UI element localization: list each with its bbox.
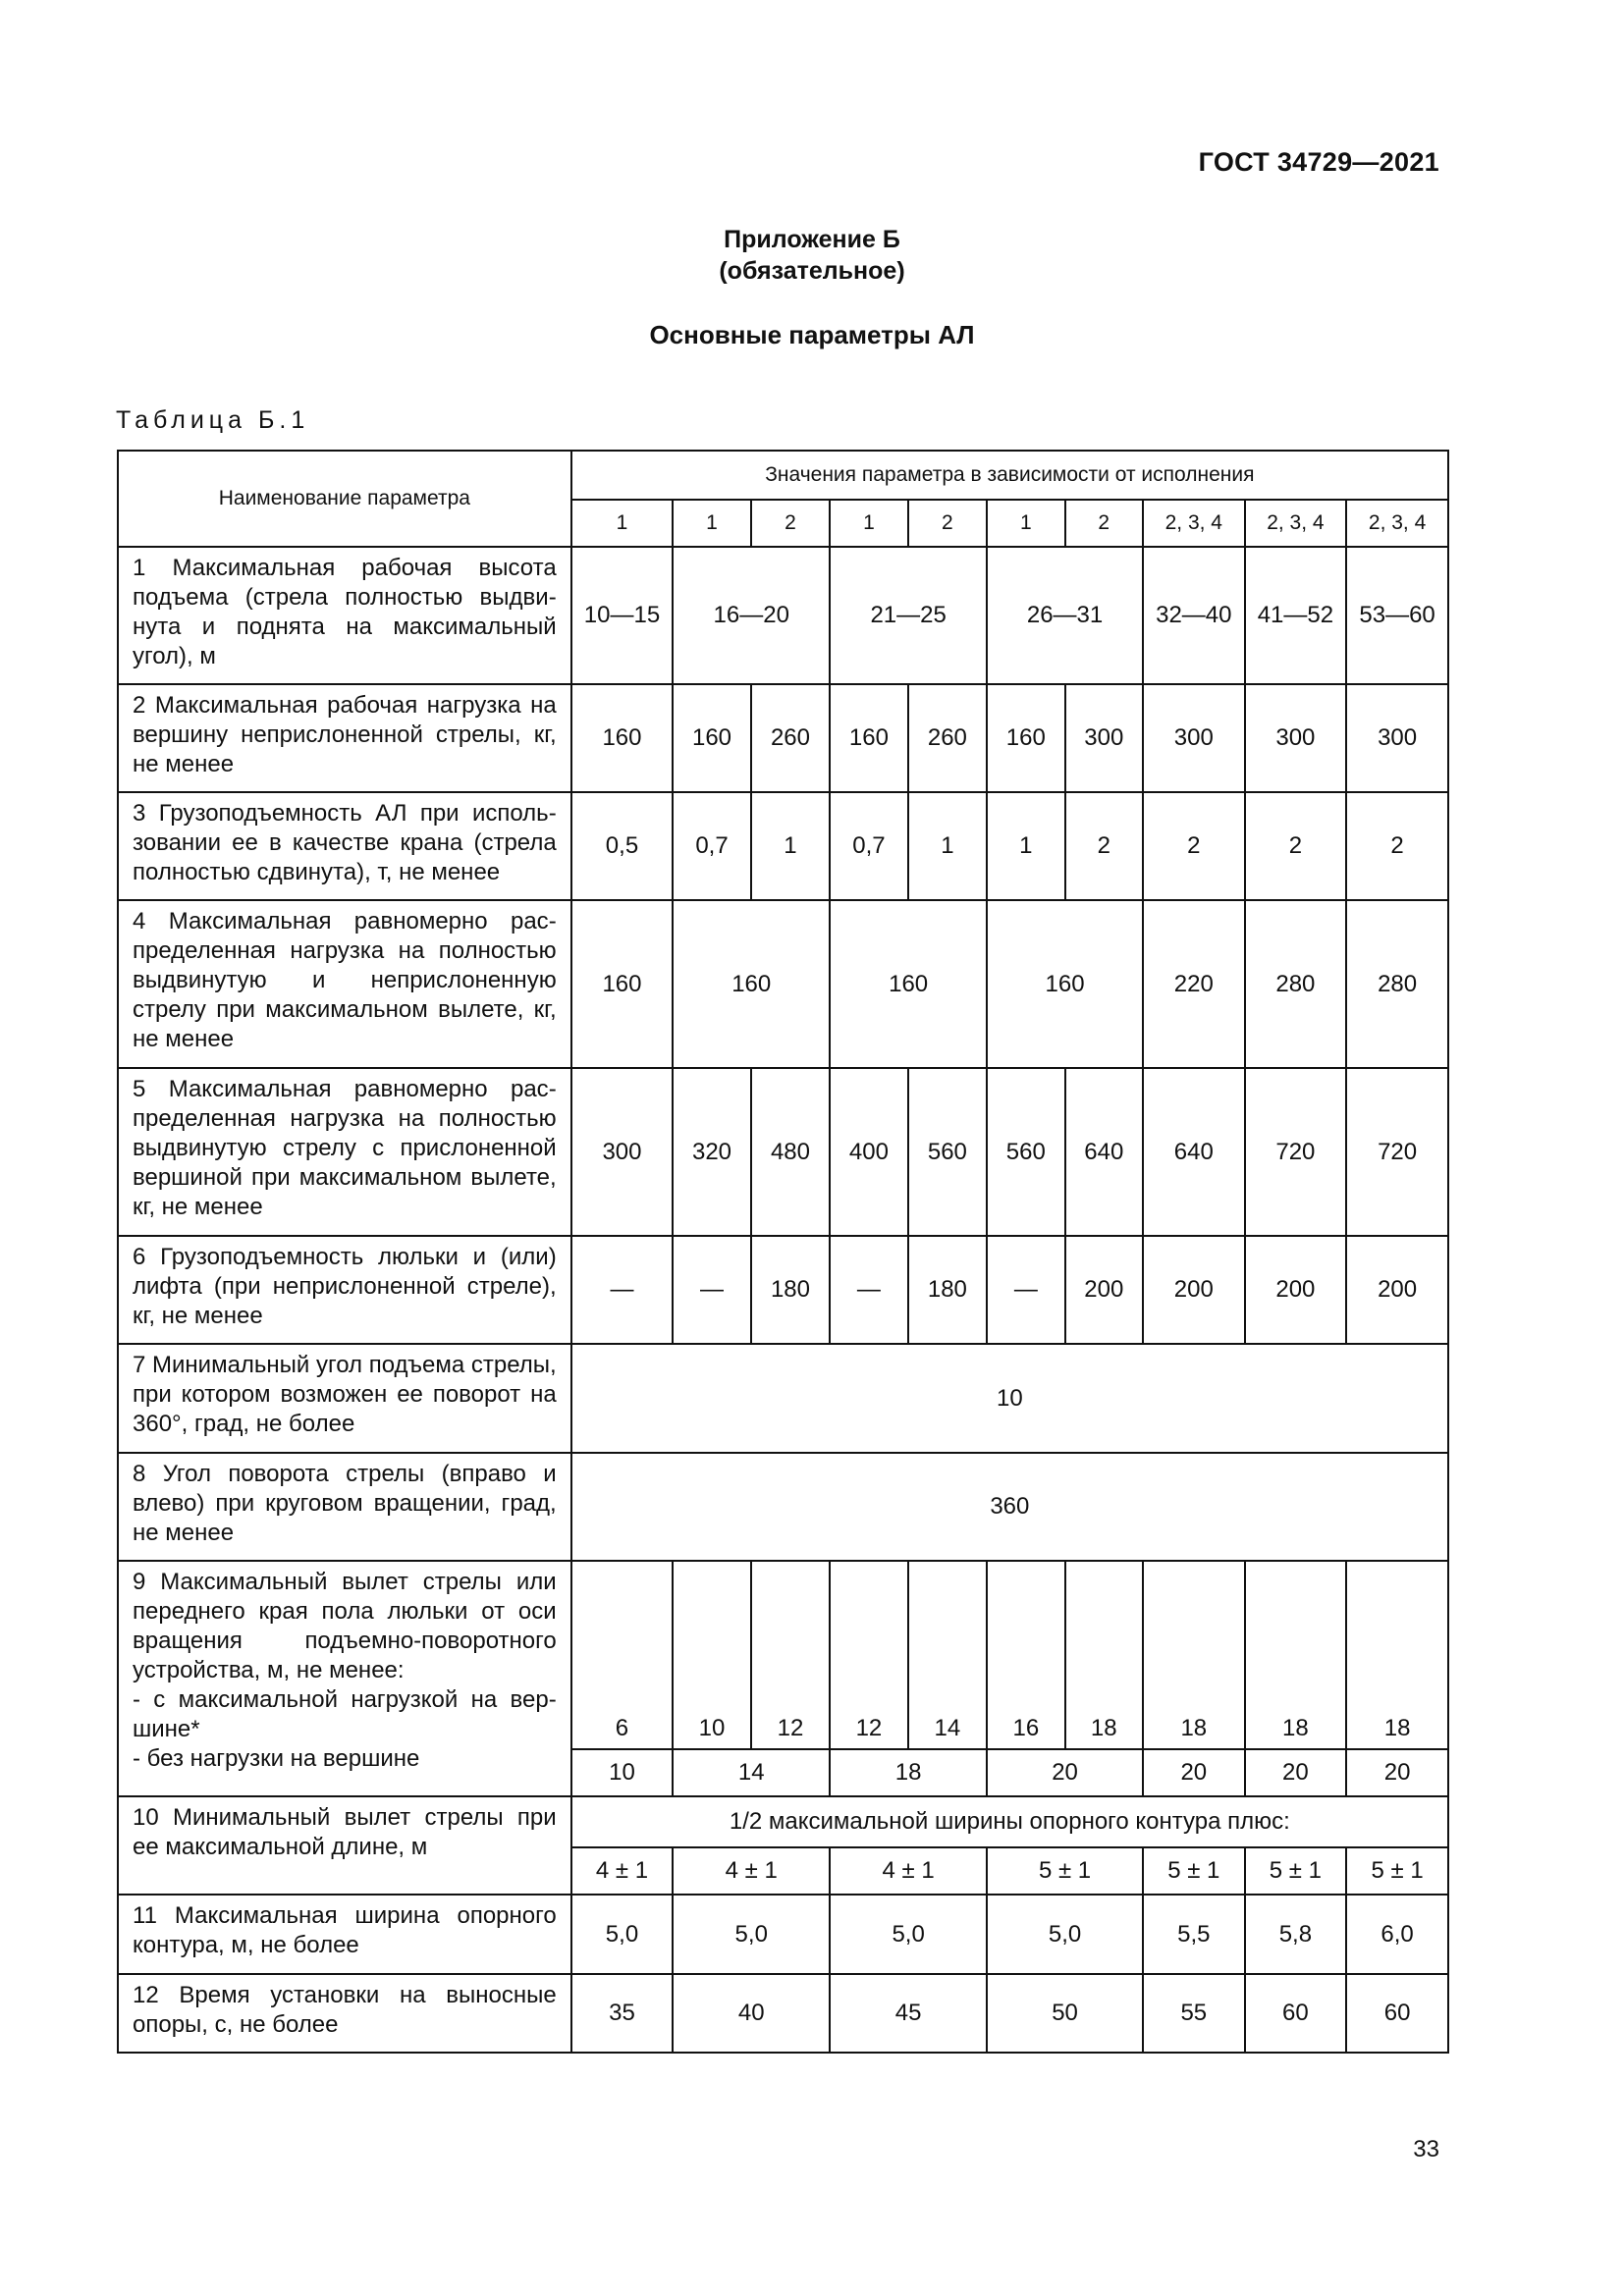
param-name: 2 Максимальная рабочая нагрузка на вершину неприслоненной стрелы, кг, не менее: [118, 684, 571, 792]
value-cell: 18: [1346, 1561, 1448, 1749]
version-cell: 1: [987, 500, 1064, 547]
version-cell: 2: [1065, 500, 1143, 547]
value-cell: 5 ± 1: [987, 1847, 1143, 1895]
table-row: [118, 684, 1448, 792]
value-cell: 5,0: [673, 1895, 830, 1974]
value-cell: 400: [830, 1068, 907, 1236]
value-cell: 640: [1065, 1068, 1143, 1236]
version-cell: 1: [571, 500, 674, 547]
table-row: [118, 1344, 1448, 1453]
table-row: [118, 1236, 1448, 1344]
value-cell: 160: [571, 684, 674, 792]
value-cell: 2: [1346, 792, 1448, 900]
value-cell: 20: [1143, 1749, 1245, 1796]
value-cell: 20: [987, 1749, 1143, 1796]
value-cell: 20: [1245, 1749, 1347, 1796]
table-header-row: [118, 451, 1448, 500]
value-cell: 5,8: [1245, 1895, 1347, 1974]
parameters-table: [117, 450, 1449, 2054]
table-row: [118, 1561, 1448, 1749]
version-cell: 1: [830, 500, 907, 547]
param-name: 3 Грузоподъемность АЛ при использовании ее в качестве крана (стрела полностью сдвинута), т, не менее: [118, 792, 571, 900]
value-cell: 60: [1245, 1974, 1347, 2053]
value-cell: 300: [1346, 684, 1448, 792]
value-cell: 4 ± 1: [673, 1847, 830, 1895]
value-cell: 220: [1143, 900, 1245, 1068]
value-cell: 180: [751, 1236, 830, 1344]
value-cell: 32—40: [1143, 547, 1245, 684]
value-cell: 300: [1143, 684, 1245, 792]
table-row: [118, 1453, 1448, 1561]
value-cell: —: [571, 1236, 674, 1344]
appendix-heading: [0, 224, 1624, 287]
value-cell: 40: [673, 1974, 830, 2053]
table-row: [118, 1068, 1448, 1236]
value-cell: 0,7: [673, 792, 750, 900]
value-cell: 5,5: [1143, 1895, 1245, 1974]
value-cell: 12: [751, 1561, 830, 1749]
param-name: 8 Угол поворота стрелы (вправо и влево) при круговом вращении, град, не менее: [118, 1453, 571, 1561]
value-cell: 1: [908, 792, 987, 900]
param-name: 1 Максимальная рабочая высота подъема (стрела полностью выдвинута и поднята на максимальный угол), м: [118, 547, 571, 684]
param-name: 6 Грузоподъемность люльки и (или) лифта (при неприслоненной стреле), кг, не менее: [118, 1236, 571, 1344]
value-cell: 18: [1245, 1561, 1347, 1749]
table-row: [118, 792, 1448, 900]
param-name: 5 Максимальная равномерно распределенная нагрузка на полностью выдвинутую стрелу с прислоненной вершиной при максимальном вылете, кг, не менее: [118, 1068, 571, 1236]
value-cell: 12: [830, 1561, 907, 1749]
value-cell: 6: [571, 1561, 674, 1749]
value-cell: 200: [1346, 1236, 1448, 1344]
value-cell: 2: [1245, 792, 1347, 900]
value-cell: 260: [751, 684, 830, 792]
table-row: [118, 900, 1448, 1068]
value-cell: 160: [571, 900, 674, 1068]
value-cell: 10: [571, 1749, 674, 1796]
value-cell: 4 ± 1: [571, 1847, 674, 1895]
value-cell: 160: [673, 684, 750, 792]
value-cell: 14: [908, 1561, 987, 1749]
value-cell: 300: [1065, 684, 1143, 792]
version-cell: 1: [673, 500, 750, 547]
value-cell: 200: [1143, 1236, 1245, 1344]
value-cell: 280: [1245, 900, 1347, 1068]
value-cell: 60: [1346, 1974, 1448, 2053]
value-cell: —: [987, 1236, 1064, 1344]
value-cell: 45: [830, 1974, 987, 2053]
value-cell: 5 ± 1: [1245, 1847, 1347, 1895]
version-cell: 2, 3, 4: [1143, 500, 1245, 547]
value-cell: 20: [1346, 1749, 1448, 1796]
value-cell: 21—25: [830, 547, 987, 684]
version-cell: 2, 3, 4: [1245, 500, 1347, 547]
value-cell: 160: [987, 684, 1064, 792]
param-name: 10 Минимальный вылет стрелы при ее максимальной длине, м: [118, 1796, 571, 1895]
appendix-title: Приложение Б: [724, 226, 900, 253]
value-cell: 16: [987, 1561, 1064, 1749]
value-cell: 55: [1143, 1974, 1245, 2053]
value-note: 1/2 максимальной ширины опорного контура плюс:: [571, 1796, 1448, 1847]
value-cell: 16—20: [673, 547, 830, 684]
version-cell: 2, 3, 4: [1346, 500, 1448, 547]
value-cell: 50: [987, 1974, 1143, 2053]
param-name: [118, 1561, 571, 1796]
value-cell: 720: [1245, 1068, 1347, 1236]
value-cell: —: [830, 1236, 907, 1344]
value-cell: 2: [1143, 792, 1245, 900]
value-cell: 480: [751, 1068, 830, 1236]
value-cell: 720: [1346, 1068, 1448, 1236]
value-cell: 53—60: [1346, 547, 1448, 684]
value-cell: 0,7: [830, 792, 907, 900]
value-cell: 180: [908, 1236, 987, 1344]
param-name: 7 Минимальный угол подъема стрелы, при котором возможен ее поворот на 360°, град, не более: [118, 1344, 571, 1453]
appendix-status: (обязательное): [719, 257, 905, 285]
value-cell: 10—15: [571, 547, 674, 684]
value-cell: 5 ± 1: [1346, 1847, 1448, 1895]
value-cell: 280: [1346, 900, 1448, 1068]
table-row: [118, 1796, 1448, 1847]
param-sub-loaded: - с максимальной нагрузкой на вершине*: [133, 1686, 557, 1742]
value-cell: 320: [673, 1068, 750, 1236]
values-header: Значения параметра в зависимости от исполнения: [571, 451, 1448, 500]
value-cell: 18: [1065, 1561, 1143, 1749]
value-cell: 560: [987, 1068, 1064, 1236]
table-row: [118, 547, 1448, 684]
document-code: ГОСТ 34729—2021: [1198, 147, 1439, 177]
param-sub-unloaded: - без нагрузки на вершине: [133, 1745, 420, 1772]
value-cell: 200: [1065, 1236, 1143, 1344]
value-cell: 200: [1245, 1236, 1347, 1344]
value-cell: 160: [830, 900, 987, 1068]
value-cell: 260: [908, 684, 987, 792]
table-row: [118, 1974, 1448, 2053]
param-name-header: Наименование параметра: [118, 451, 571, 547]
value-cell: 41—52: [1245, 547, 1347, 684]
value-cell: 2: [1065, 792, 1143, 900]
value-cell: 10: [571, 1344, 1448, 1453]
value-cell: 560: [908, 1068, 987, 1236]
value-cell: 10: [673, 1561, 750, 1749]
value-cell: 1: [987, 792, 1064, 900]
value-cell: 4 ± 1: [830, 1847, 987, 1895]
value-cell: —: [673, 1236, 750, 1344]
param-name: 4 Максимальная равномерно распределенная нагрузка на полностью выдвинутую и неприслоненную стрелу при максимальном вылете, кг, не менее: [118, 900, 571, 1068]
param-name: 12 Время установки на выносные опоры, с, не более: [118, 1974, 571, 2053]
value-cell: 5 ± 1: [1143, 1847, 1245, 1895]
value-cell: 160: [830, 684, 907, 792]
value-cell: 5,0: [987, 1895, 1143, 1974]
value-cell: 300: [1245, 684, 1347, 792]
param-name-main: 9 Максимальный вылет стрелы или переднего края пола люльки от оси вращения подъемно-поворотного устройства, м, не менее:: [133, 1569, 557, 1683]
value-cell: 26—31: [987, 547, 1143, 684]
version-cell: 2: [751, 500, 830, 547]
table-label: Таблица Б.1: [116, 406, 310, 434]
value-cell: 18: [830, 1749, 987, 1796]
value-cell: 300: [571, 1068, 674, 1236]
param-name: 11 Максимальная ширина опорного контура, м, не более: [118, 1895, 571, 1974]
version-cell: 2: [908, 500, 987, 547]
value-cell: 160: [987, 900, 1143, 1068]
value-cell: 35: [571, 1974, 674, 2053]
value-cell: 5,0: [571, 1895, 674, 1974]
value-cell: 640: [1143, 1068, 1245, 1236]
value-cell: 6,0: [1346, 1895, 1448, 1974]
table-row: [118, 1895, 1448, 1974]
value-cell: 5,0: [830, 1895, 987, 1974]
value-cell: 360: [571, 1453, 1448, 1561]
value-cell: 160: [673, 900, 830, 1068]
value-cell: 1: [751, 792, 830, 900]
page-number: 33: [1413, 2136, 1439, 2163]
page-title: Основные параметры АЛ: [649, 320, 975, 349]
value-cell: 0,5: [571, 792, 674, 900]
value-cell: 18: [1143, 1561, 1245, 1749]
value-cell: 14: [673, 1749, 830, 1796]
